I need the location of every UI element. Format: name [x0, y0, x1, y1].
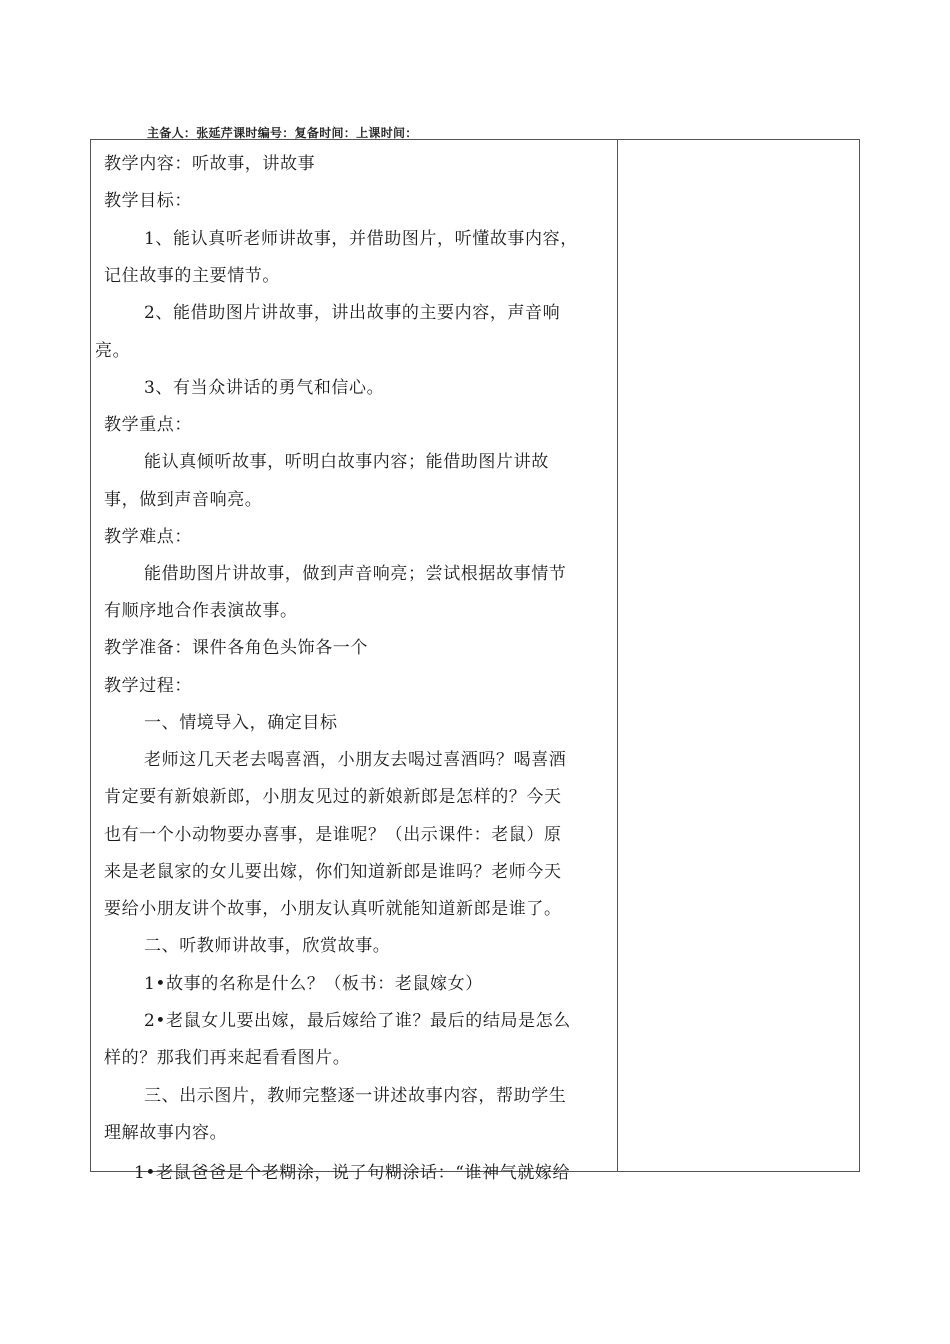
section-1-paragraph-line-2: 肯定要有新娘新郎，小朋友见过的新娘新郎是怎样的？今天	[104, 787, 562, 807]
section-1-paragraph-line-4: 来是老鼠家的女儿要出嫁，你们知道新郎是谁吗？老师今天	[104, 862, 562, 882]
goal-2-line-2: 亮。	[95, 341, 131, 361]
goal-2-line-1: 2、能借助图片讲故事，讲出故事的主要内容，声音响	[144, 303, 561, 323]
section-2-item-2-line-1: 2•老鼠女儿要出嫁，最后嫁给了谁？最后的结局是怎么	[144, 1011, 571, 1031]
process-heading: 教学过程：	[104, 676, 192, 696]
document-header: 主备人：张延芹课时编号：复备时间：上课时间：	[147, 126, 418, 140]
section-2-title: 二、听教师讲故事，欣赏故事。	[144, 936, 391, 956]
key-points-line-1: 能认真倾听故事，听明白故事内容；能借助图片讲故	[144, 452, 549, 472]
difficulties-heading: 教学难点：	[104, 527, 192, 547]
section-1-paragraph-line-1: 老师这几天老去喝喜酒，小朋友去喝过喜酒吗？喝喜酒	[144, 750, 567, 770]
section-3-item-1: 1•老鼠爸爸是个老糊涂，说了句糊涂话：“谁神气就嫁给	[134, 1163, 571, 1183]
key-points-heading: 教学重点：	[104, 415, 192, 435]
key-points-line-2: 事，做到声音响亮。	[104, 490, 263, 510]
table-column-divider	[617, 139, 618, 1172]
difficulties-line-1: 能借助图片讲故事，做到声音响亮；尝试根据故事情节	[144, 564, 567, 584]
goal-1-line-1: 1、能认真听老师讲故事，并借助图片，听懂故事内容，	[144, 229, 578, 249]
difficulties-line-2: 有顺序地合作表演故事。	[104, 601, 298, 621]
section-2-item-2-line-2: 样的？那我们再来起看看图片。	[104, 1048, 351, 1068]
section-1-paragraph-line-3: 也有一个小动物要办喜事，是谁呢？（出示课件：老鼠）原	[104, 825, 562, 845]
section-1-title: 一、情境导入，确定目标	[144, 713, 338, 733]
teaching-goals-heading: 教学目标：	[104, 191, 192, 211]
goal-1-line-2: 记住故事的主要情节。	[104, 266, 280, 286]
section-3-title-line-1: 三、出示图片，教师完整逐一讲述故事内容，帮助学生	[144, 1086, 567, 1106]
goal-3-line: 3、有当众讲话的勇气和信心。	[144, 378, 385, 398]
teaching-content-line: 教学内容：听故事，讲故事	[104, 154, 316, 174]
preparation-line: 教学准备：课件各角色头饰各一个	[104, 638, 368, 658]
section-1-paragraph-line-5: 要给小朋友讲个故事，小朋友认真听就能知道新郎是谁了。	[104, 899, 562, 919]
section-2-item-1: 1•故事的名称是什么？（板书：老鼠嫁女）	[144, 974, 483, 994]
section-3-title-line-2: 理解故事内容。	[104, 1123, 228, 1143]
